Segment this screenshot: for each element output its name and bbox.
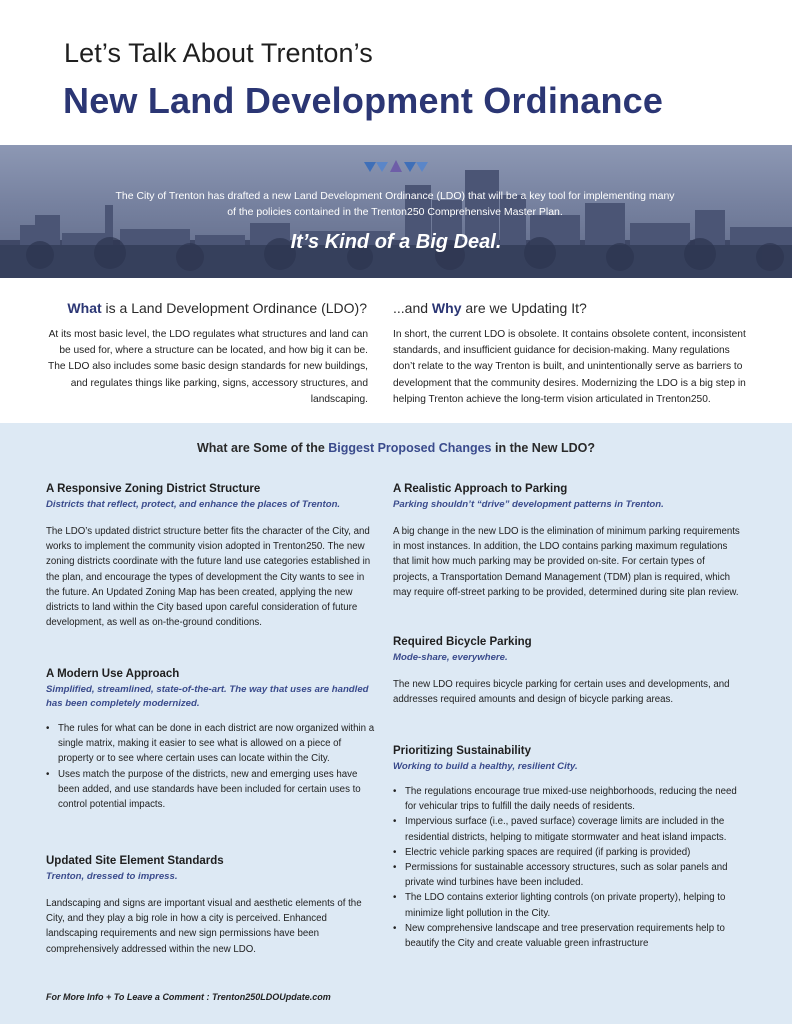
- section-subtitle: Simplified, streamlined, state-of-the-art. The way that uses are handled has been completely modernized.: [46, 684, 369, 709]
- section-title: Prioritizing Sustainability: [393, 745, 532, 757]
- what-heading-rest: is a Land Development Ordinance (LDO)?: [101, 300, 367, 316]
- section-use: [46, 667, 376, 812]
- why-heading-rest: are we Updating It?: [461, 300, 587, 316]
- section-parking: [393, 482, 743, 600]
- section-body: The LDO’s updated district structure better fits the character of the City, and works to implement the community vision adopted in Trenton250. The new zoning districts coordinate with the future land use categories established in the plan, and encourage the types of development the City wants to see in the future. An Updated Zoning Map has been created, applying the new districts to land within the City based upon careful consideration of future development, as well as on-the-ground conditions.: [46, 526, 371, 629]
- changes-title-post: in the New LDO?: [491, 441, 595, 455]
- list-item: • Permissions for sustainable accessory structures, such as solar panels and private wind turbines have been included.: [393, 860, 743, 890]
- section-body: A big change in the new LDO is the elimination of minimum parking requirements in most instances. In addition, the LDO contains parking maximum regulations that limit how much parking may be provided on-site. For certain types of projects, a Transportation Demand Management (TDM) plan is required, which may require off-street parking to be provided, determined during site plan review.: [393, 526, 740, 598]
- section-zoning: [46, 482, 376, 630]
- why-heading-bold: Why: [431, 300, 462, 316]
- banner-tagline: It’s Kind of a Big Deal.: [290, 231, 502, 253]
- banner-intro: The City of Trenton has drafted a new Land Development Ordinance (LDO) that will be a key tool for implementing many of the policies contained in the Trenton250 Comprehensive Master Plan.: [115, 190, 675, 218]
- changes-title: [0, 441, 792, 455]
- section-body: Landscaping and signs are important visual and aesthetic elements of the City, and they play a big role in how a city is perceived. Enhanced landscaping requirements and new sign permissions have been comprehensively addressed within the new LDO.: [46, 898, 362, 955]
- section-subtitle: Districts that reflect, protect, and enhance the places of Trenton.: [46, 499, 341, 510]
- section-body: The new LDO requires bicycle parking for certain uses and developments, and addresses required amounts and design of bicycle parking areas.: [393, 679, 730, 706]
- why-heading: [393, 300, 587, 316]
- what-body: At its most basic level, the LDO regulates what structures and land can be used for, where a structure can be located, and how big it can be. The LDO also includes some basic design standards for new buildings, and regulates things like parking, signs, accessory structures, and landscaping.: [48, 329, 368, 405]
- list-item: • The LDO contains exterior lighting controls (on private property), helping to minimize light pollution in the City.: [393, 890, 743, 920]
- section-bicycle: [393, 635, 743, 707]
- section-title: A Realistic Approach to Parking: [393, 483, 568, 495]
- what-heading-bold: What: [67, 300, 102, 316]
- trenton250-logo-icon: [364, 160, 428, 174]
- list-item: • The rules for what can be done in each district are now organized within a single matrix, making it easier to see what is allowed on a piece of property or to see where certain uses can locate within the City.: [46, 721, 376, 767]
- list-item: • Impervious surface (i.e., paved surface) coverage limits are included in the residential districts, helping to mitigate stormwater and heat island impacts.: [393, 814, 743, 844]
- section-subtitle: Trenton, dressed to impress.: [46, 871, 178, 882]
- section-title: A Modern Use Approach: [46, 668, 180, 680]
- section-subtitle: Mode-share, everywhere.: [393, 652, 508, 663]
- footer-contact: For More Info + To Leave a Comment : Trenton250LDOUpdate.com: [46, 992, 331, 1002]
- list-item: • Uses match the purpose of the districts, new and emerging uses have been added, and use standards have been included for certain uses to control potential impacts.: [46, 767, 376, 813]
- list-item: • Electric vehicle parking spaces are required (if parking is provided): [393, 845, 743, 860]
- section-title: Updated Site Element Standards: [46, 855, 224, 867]
- section-subtitle: Working to build a healthy, resilient City.: [393, 761, 578, 772]
- section-site: [46, 854, 376, 957]
- list-item: • The regulations encourage true mixed-use neighborhoods, reducing the need for vehicular trips to fulfill the daily needs of residents.: [393, 784, 743, 814]
- what-heading: [67, 300, 367, 316]
- changes-title-highlight: Biggest Proposed Changes: [328, 441, 492, 455]
- section-title: Required Bicycle Parking: [393, 636, 532, 648]
- changes-title-pre: What are Some of the: [197, 441, 329, 455]
- use-bullet-list: [46, 721, 376, 812]
- page-title: New Land Development Ordinance: [63, 80, 664, 121]
- why-body: In short, the current LDO is obsolete. It contains obsolete content, inconsistent standards, and insufficient guidance for decision-making. Many regulations don’t relate to the way Trenton is built, and unintentionally serve as barriers to development that the community desires. Modernizing the LDO is a big step in helping Trenton achieve the long-term vision articulated in Trenton250.: [393, 329, 746, 405]
- skyline-banner: [0, 145, 792, 278]
- why-heading-pre: ...and: [393, 300, 432, 316]
- sustainability-bullet-list: [393, 784, 743, 951]
- section-sustainability: [393, 744, 743, 951]
- section-title: A Responsive Zoning District Structure: [46, 483, 261, 495]
- pre-title: Let’s Talk About Trenton’s: [64, 38, 373, 68]
- list-item: • New comprehensive landscape and tree preservation requirements help to beautify the City and create valuable green infrastructure: [393, 921, 743, 951]
- section-subtitle: Parking shouldn’t “drive” development patterns in Trenton.: [393, 499, 664, 510]
